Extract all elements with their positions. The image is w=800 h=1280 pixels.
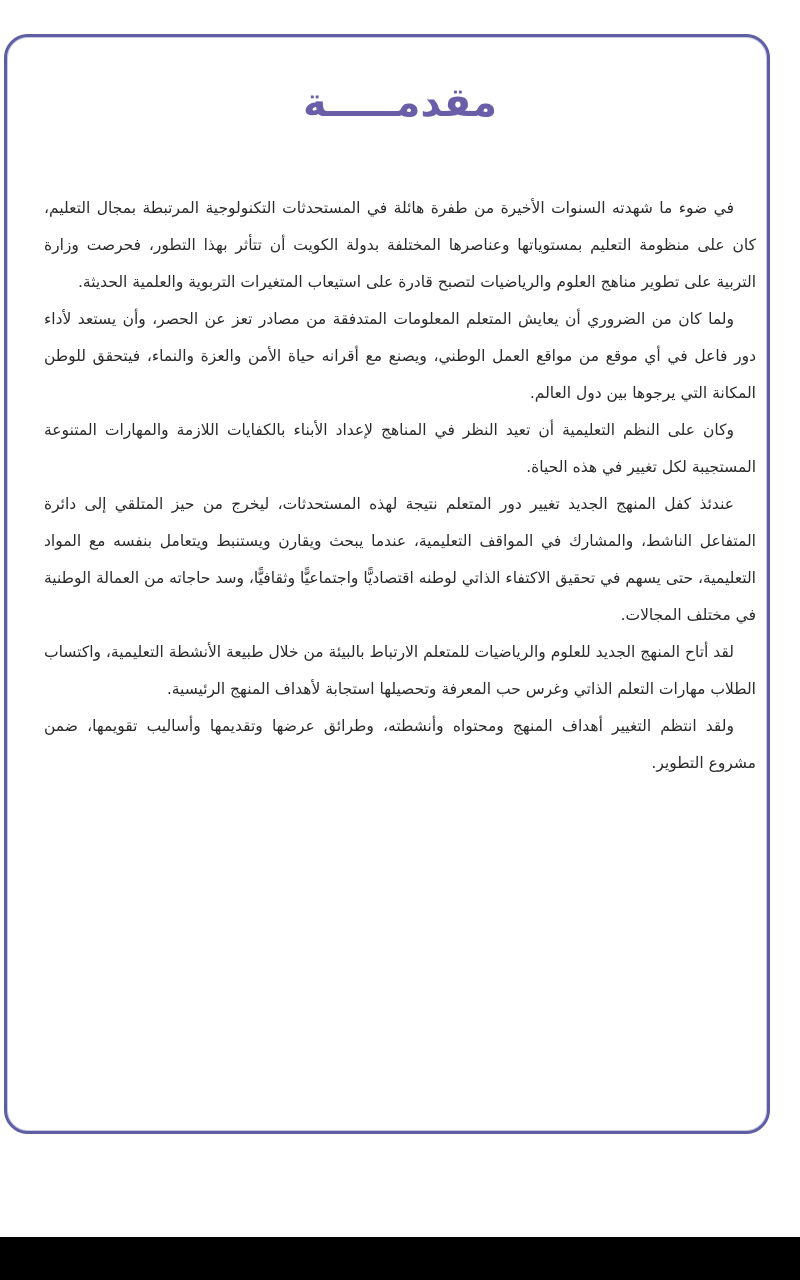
paragraph-4: عندئذ كفل المنهج الجديد تغيير دور المتعلم نتيجة لهذه المستحدثات، ليخرج من حيز المتلقي إلى دائرة المتفاعل الناشط، والمشارك في المواقف التعليمية، عندما يبحث ويقارن ويستنبط ويتعامل بنفسه مع المواد التعليمية، حتى يسهم في تحقيق الاكتفاء الذاتي لوطنه اقتصاديًّا واجتماعيًّا وثقافيًّا، وسد حاجاته من العمالة الوطنية في مختلف المجالات.	[44, 495, 756, 624]
bottom-black-bar	[0, 1237, 800, 1280]
paragraph-6: ولقد انتظم التغيير أهداف المنهج ومحتواه وأنشطته، وطرائق عرضها وتقديمها وأساليب تقويمها، ضمن مشروع التطوير.	[44, 717, 756, 772]
paragraph-3: وكان على النظم التعليمية أن تعيد النظر في المناهج لإعداد الأبناء بالكفايات اللازمة والمهارات المتنوعة المستجيبة لكل تغيير في هذه الحياة.	[44, 421, 756, 476]
paragraph-1: في ضوء ما شهدته السنوات الأخيرة من طفرة هائلة في المستحدثات التكنولوجية المرتبطة بمجال التعليم، كان على منظومة التعليم بمستوياتها وعناصرها المختلفة بدولة الكويت أن تتأثر بهذا التطور، فحرصت وزارة التربية على تطوير مناهج العلوم والرياضيات لتصبح قادرة على استيعاب المتغيرات التربوية والعلمية الحديثة.	[44, 199, 756, 291]
paragraph-2: ولما كان من الضروري أن يعايش المتعلم المعلومات المتدفقة من مصادر تعز عن الحصر، وأن يستعد لأداء دور فاعل في أي موقع من مواقع العمل الوطني، ويصنع مع أقرانه حياة الأمن والعزة والنماء، فيتحقق للوطن المكانة التي يرجوها بين دول العالم.	[44, 310, 756, 402]
paragraph-5: لقد أتاح المنهج الجديد للعلوم والرياضيات للمتعلم الارتباط بالبيئة من خلال طبيعة الأنشطة التعليمية، واكتساب الطلاب مهارات التعلم الذاتي وغرس حب المعرفة وتحصيلها استجابة لأهداف المنهج الرئيسية.	[44, 643, 756, 698]
title-container	[0, 80, 800, 126]
page-title: مقدمـــــة	[302, 80, 498, 126]
introduction-body	[44, 190, 756, 782]
